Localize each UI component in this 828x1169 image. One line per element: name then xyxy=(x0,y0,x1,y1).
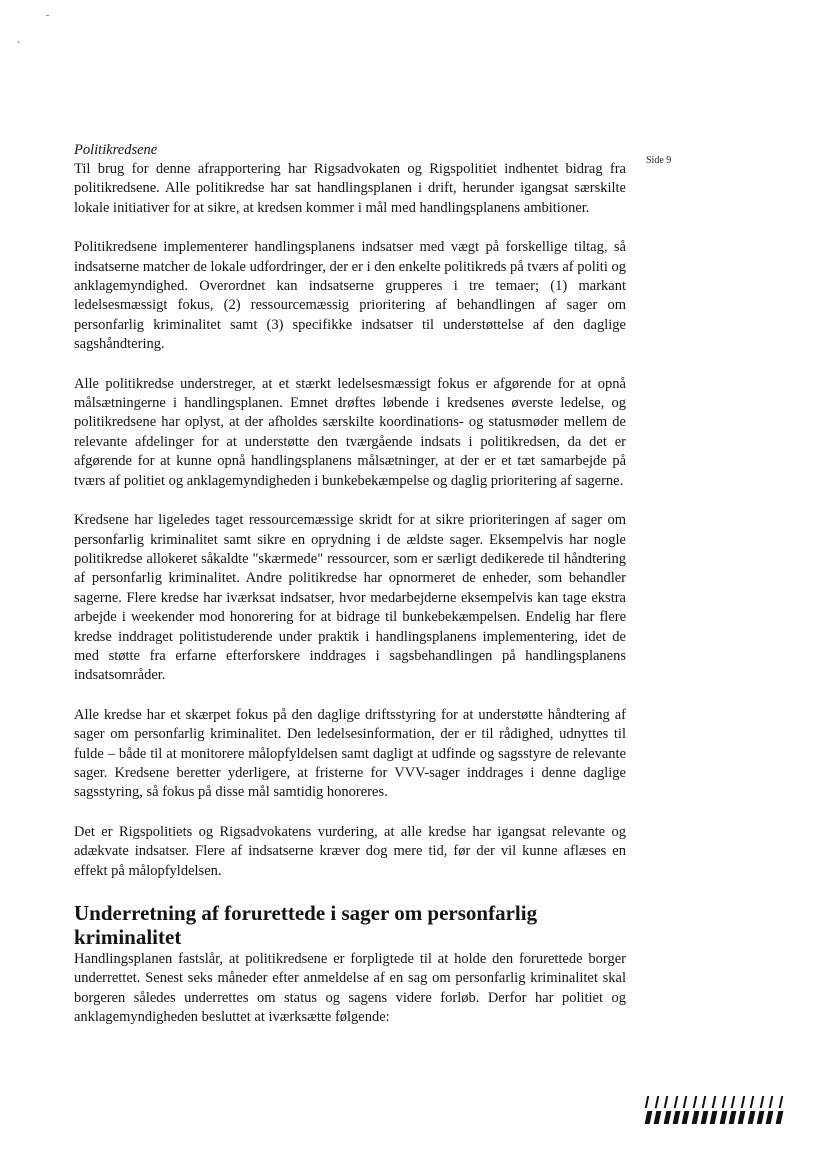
paragraph: Alle kredse har et skærpet fokus på den daglige driftsstyring for at understøtte håndtering af sager om personfarlig kriminalitet. Den ledelsesinformation, der er til rådighed, udnyttes til fulde – både til at monitorere målopfyldelsen samt dagligt at udfinde og sagsstyre de relevante sager. Kredsene beretter yderligere, at fristerne for VVV-sager inddrages i denne daglige sagsstyring, så fokus på disse mål samtidig honoreres. xyxy=(74,706,626,801)
page-number-label: Side 9 xyxy=(646,155,672,166)
section-heading: Politikredsene xyxy=(74,142,158,158)
document-body xyxy=(74,141,626,1028)
scan-mark: - xyxy=(46,10,50,21)
section-heading: Underretning af forurettede i sager om personfarlig kriminalitet xyxy=(74,901,538,949)
paragraph: Politikredsene implementerer handlingsplanens indsatser med vægt på forskellige tiltag, så indsatserne matcher de lokale udfordringer, der er i den enkelte politikreds på tværs af politi og anklagemyndighed. Overordnet kan indsatserne grupperes i tre temaer; (1) markant ledelsesmæssigt fokus, (2) ressourcemæssig prioritering af behandlingen af sager om personfarlig kriminalitet samt (3) specifikke indsatser til understøttelse af den daglige sagshåndtering. xyxy=(74,239,626,353)
paragraph: Handlingsplanen fastslår, at politikredsene er forpligtede til at holde den forurettede borger underrettet. Senest seks måneder efter anmeldelse af en sag om personfarlig kriminalitet skal borgeren således underrettes om status og sagens videre forløb. Derfor har politiet og anklagemyndigheden besluttet at iværksætte følgende: xyxy=(74,951,626,1026)
scan-mark: ' xyxy=(18,40,20,51)
paragraph: Kredsene har ligeledes taget ressourcemæssige skridt for at sikre prioriteringen af sager om personfarlig kriminalitet samt sikre en oprydning i de ældste sager. Eksempelvis har nogle politikredse allokeret såkaldte "skærmede" ressourcer, som er særligt dedikerede til håndtering af personfarlig kriminalitet. Andre politikredse har opnormeret de enheder, som behandler sagerne. Flere kredse har iværksat indsatser, hvor medarbejderne eksempelvis kan tage ekstra arbejde i weekender mod honorering for at bidrage til bunkebekæmpelsen. Endelig har flere kredse inddraget politistuderende under praktik i handlingsplanens implementering, idet de med støtte fra erfarne efterforskere inddrages i sagsbehandlingen på handlingsplanens indsatsområder. xyxy=(74,512,626,684)
paragraph: Til brug for denne afrapportering har Rigsadvokaten og Rigspolitiet indhentet bidrag fra politikredsene. Alle politikredse har sat handlingsplanen i drift, herunder igangsat særskilte lokale initiativer for at sikre, at kredsen kommer i mål med handlingsplanens ambitioner. xyxy=(74,161,626,216)
paragraph: Det er Rigspolitiets og Rigsadvokatens vurdering, at alle kredse har igangsat relevante og adækvate indsatser. Flere af indsatserne kræver dog mere tid, før der vil kunne aflæses en effekt på målopfyldelsen. xyxy=(74,823,626,879)
barcode-row-thick xyxy=(646,1111,782,1124)
barcode-graphic xyxy=(646,1096,782,1124)
barcode-row-thin xyxy=(646,1096,782,1108)
paragraph: Alle politikredse understreger, at et stærkt ledelsesmæssigt fokus er afgørende for at opnå målsætningerne i handlingsplanen. Emnet drøftes løbende i kredsenes øverste ledelse, og politikredsene har oplyst, at der afholdes særskilte koordinations- og statusmøder mellem de relevante afdelinger for at understøtte den tværgående indsats i politikredsen, da det er afgørende for at kunne opnå handlingsplanens målsætninger, at der er et tæt samarbejde på tværs af politiet og anklagemyndigheden i bunkebekæmpelse og daglig prioritering af sagerne. xyxy=(74,375,626,489)
